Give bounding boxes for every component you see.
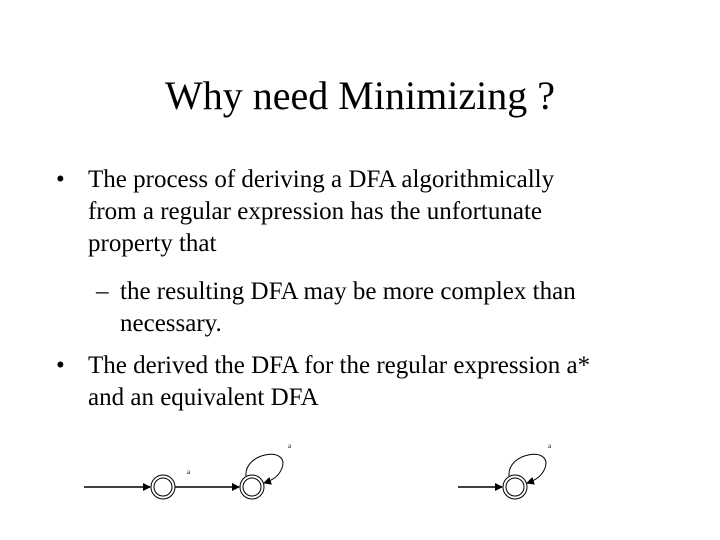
bullet-1-line-2: from a regular expression has the unfortunate — [88, 198, 543, 225]
slide-title: Why need Minimizing ? — [165, 73, 555, 118]
minimal-dfa — [458, 442, 552, 499]
bullet-2-line-2: and an equivalent DFA — [88, 384, 319, 411]
sub-bullet-line-1: the resulting DFA may be more complex than — [120, 278, 576, 305]
sub-bullet-1 — [96, 276, 656, 340]
bullet-1-line-1: The process of deriving a DFA algorithmically — [88, 166, 555, 193]
bullet-marker: • — [56, 166, 65, 193]
self-loop-arrow — [509, 454, 546, 483]
loop-label: a — [288, 442, 292, 450]
bullet-2-text — [88, 350, 590, 414]
bullet-1 — [56, 164, 656, 260]
dfa-state-accepting-1 — [151, 475, 175, 499]
transition-label: a — [187, 468, 191, 476]
bullet-marker: • — [56, 352, 65, 379]
bullet-1-line-3: property that — [88, 230, 217, 257]
sub-bullet-1-text — [120, 276, 576, 340]
derived-dfa — [84, 442, 292, 499]
bullet-2 — [56, 350, 676, 414]
dfa-state-accepting-min — [503, 475, 527, 499]
self-loop-arrow — [246, 454, 283, 483]
sub-bullet-marker: – — [96, 278, 109, 305]
sub-bullet-line-2: necessary. — [120, 310, 222, 337]
loop-label: a — [548, 442, 552, 450]
bullet-1-text — [88, 164, 554, 260]
bullet-2-line-1: The derived the DFA for the regular expression a* — [88, 352, 591, 379]
dfa-diagrams — [0, 420, 720, 540]
dfa-state-accepting-2 — [240, 475, 264, 499]
